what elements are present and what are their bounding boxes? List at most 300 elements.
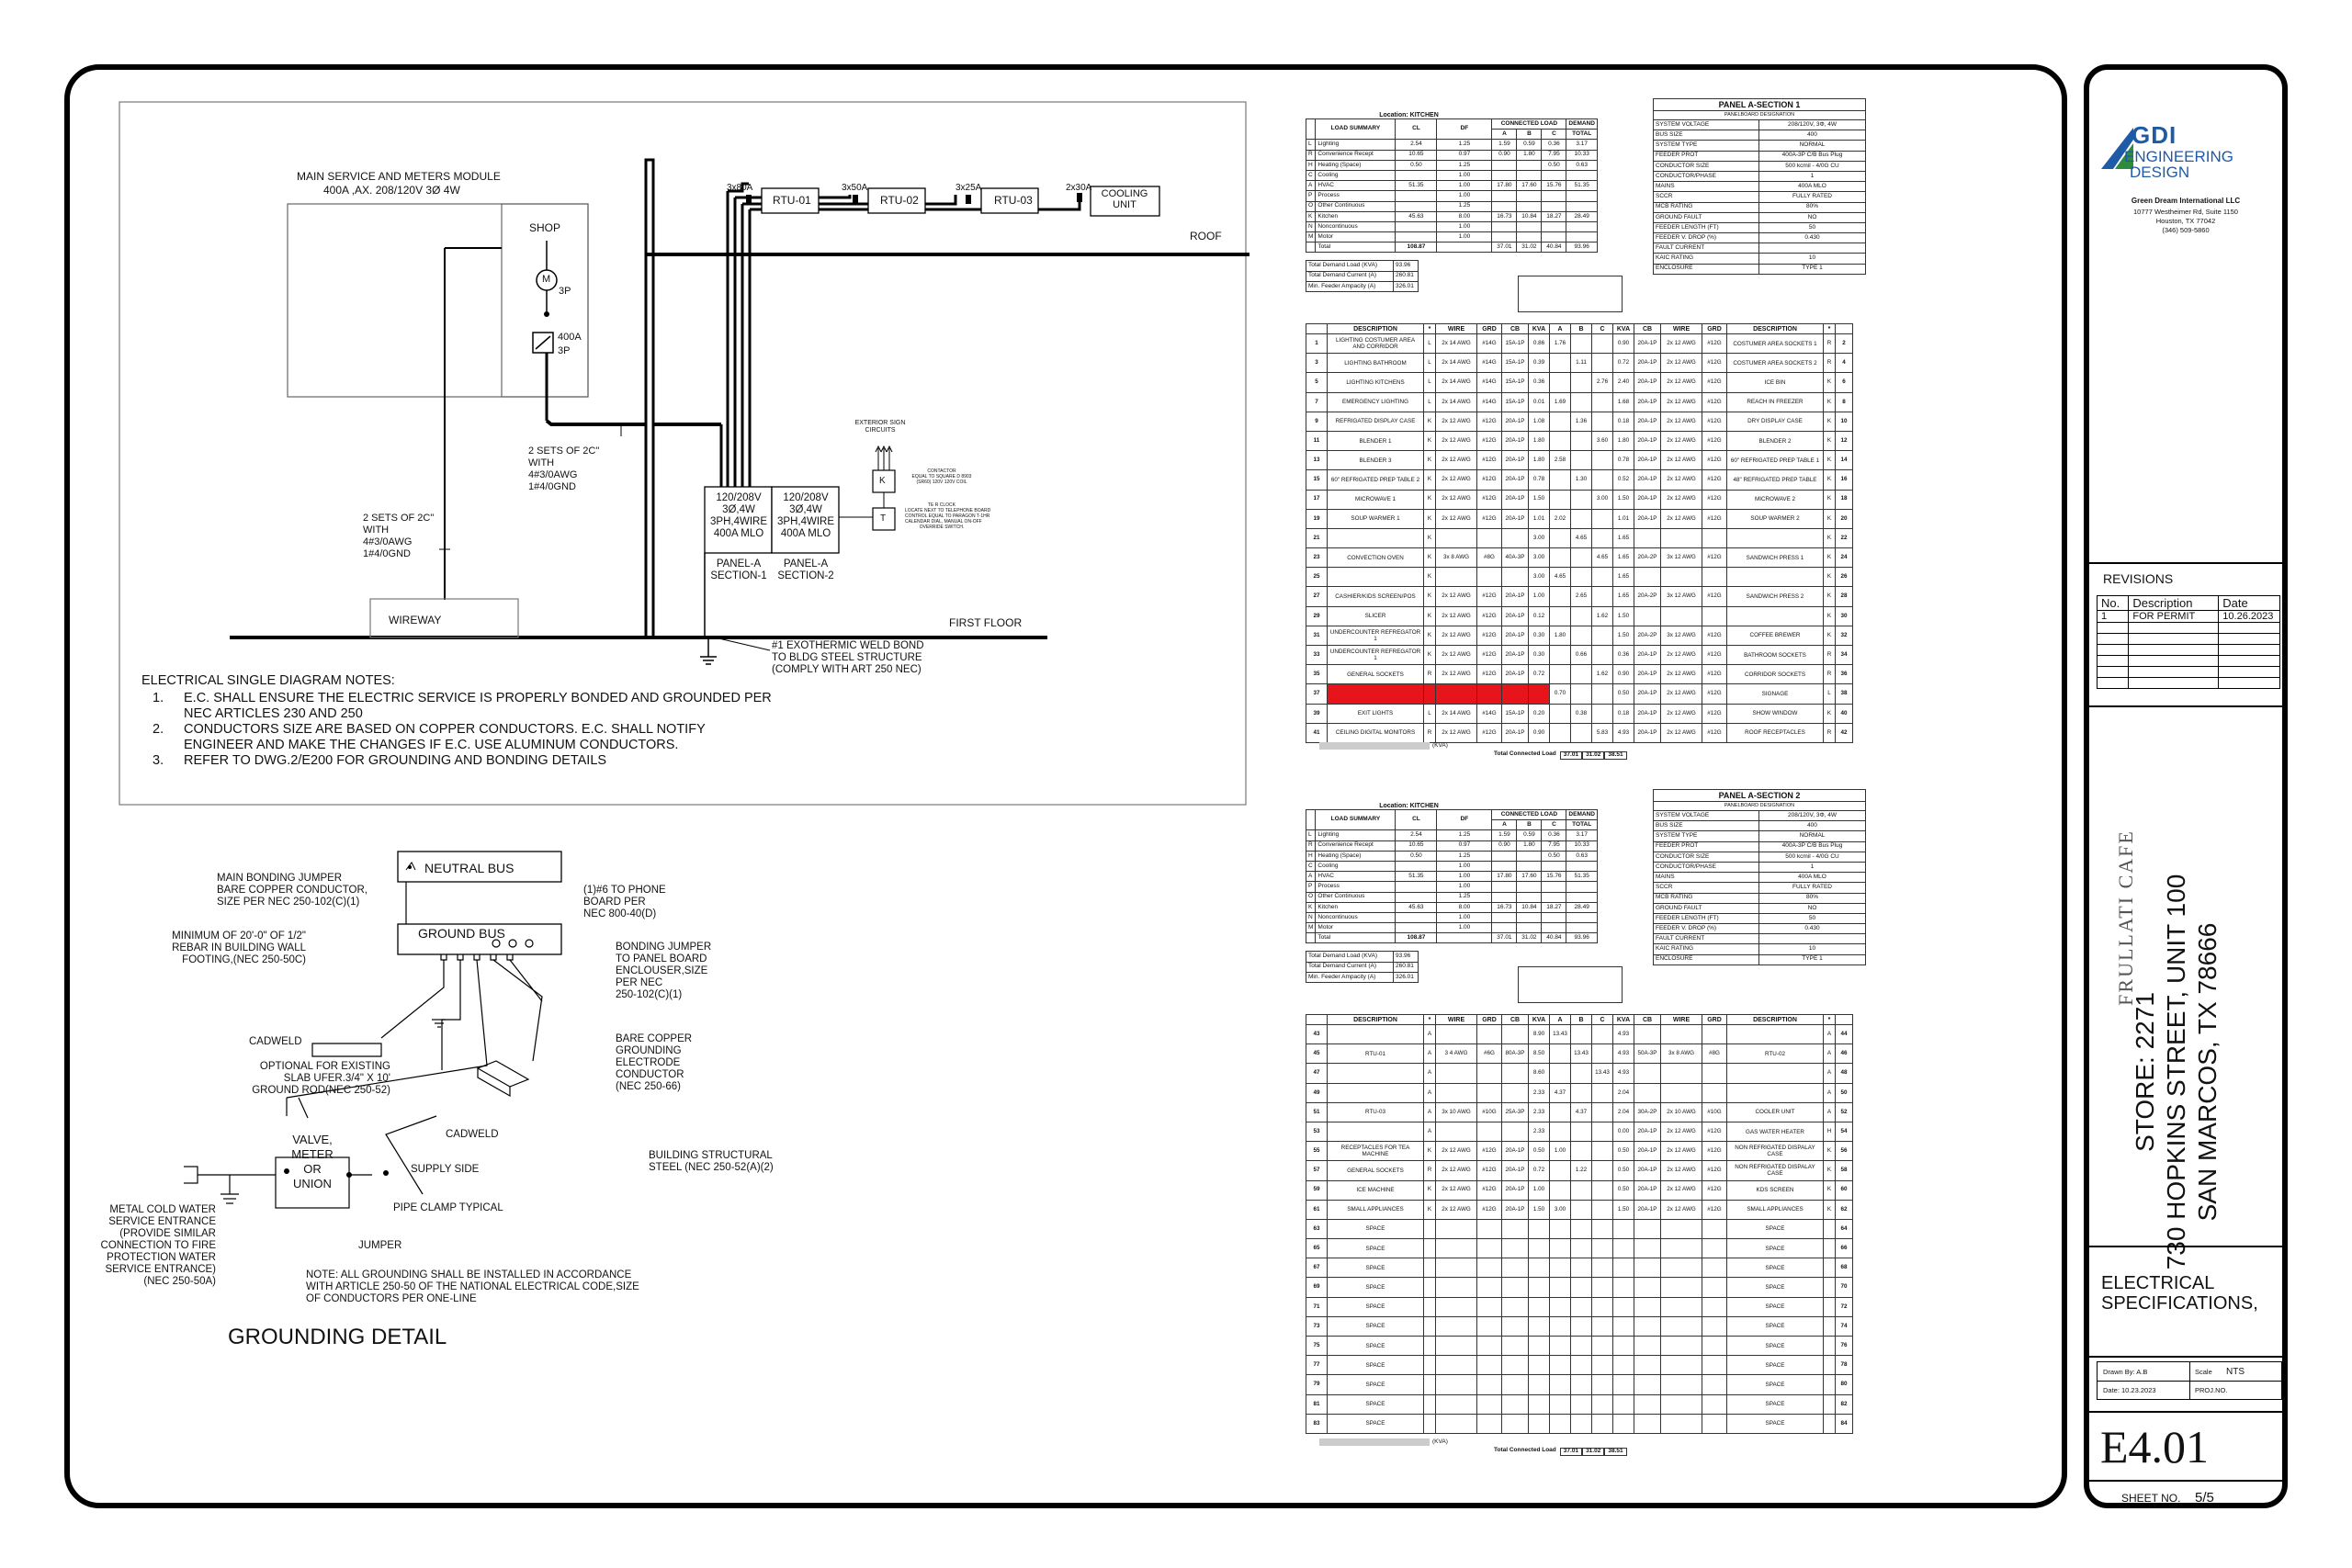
circuit-cell <box>1424 1337 1436 1356</box>
circuit-cell: #12G <box>1477 490 1502 509</box>
circuit-cell <box>1550 1414 1571 1433</box>
circuit-cell: K <box>1424 1142 1436 1161</box>
spec-value: FULLY RATED <box>1759 883 1866 893</box>
circuit-cell: 2.65 <box>1571 587 1592 606</box>
circuit-cell: 63 <box>1306 1219 1328 1238</box>
circuit-cell: K <box>1824 373 1836 392</box>
circuit-cell: 15A-1P <box>1502 334 1529 354</box>
load-cell <box>1517 160 1542 170</box>
load-cell <box>1517 882 1542 892</box>
circuit-cell <box>1661 1025 1702 1044</box>
circuit-cell: 3.00 <box>1529 548 1550 568</box>
circuit-cell: 0.20 <box>1529 704 1550 723</box>
circuit-cell <box>1502 1258 1529 1278</box>
circuit-cell: 3.00 <box>1550 1200 1571 1219</box>
circuit-cell: 54 <box>1836 1122 1853 1141</box>
circuit-cell <box>1550 548 1571 568</box>
rev-row-empty <box>2098 634 2280 645</box>
spec-label: FEEDER V. DROP (%) <box>1654 924 1759 934</box>
circuit-cell: K <box>1824 704 1836 723</box>
circuit-cell <box>1634 1219 1661 1238</box>
circuit-cell <box>1702 1278 1727 1297</box>
circuit-row <box>1306 1219 1853 1238</box>
circuit-cell: 1.50 <box>1529 1200 1550 1219</box>
circuit-cell: #12G <box>1477 626 1502 645</box>
spec-row <box>1654 141 1866 151</box>
circuit-header-cell: * <box>1424 1015 1436 1025</box>
circuit-cell: 20A-1P <box>1502 1180 1529 1200</box>
demand-value: 260.81 <box>1394 962 1419 972</box>
circuit-cell: 8.60 <box>1529 1064 1550 1083</box>
load-cell: 15.76 <box>1542 872 1566 882</box>
load-cell: 93.96 <box>1566 243 1598 253</box>
cooling-breaker: 2x30A <box>1066 183 1092 193</box>
circuit-cell <box>1634 1394 1661 1414</box>
circuit-table <box>1306 323 1853 743</box>
spec-value: 400A-3P C/B Bus Plug <box>1759 841 1866 852</box>
circuit-cell: #14G <box>1477 354 1502 373</box>
panel-s2-designation <box>1653 789 1866 965</box>
circuit-cell <box>1824 1414 1836 1433</box>
circuit-cell: LIGHTING BATHROOM <box>1328 354 1424 373</box>
circuit-row <box>1306 1316 1853 1336</box>
circuit-cell <box>1477 1414 1502 1433</box>
circuit-cell: #8G <box>1477 548 1502 568</box>
spec-label: KAIC RATING <box>1654 944 1759 954</box>
circuit-cell: 1.00 <box>1529 587 1550 606</box>
circuit-cell: 2x 12 AWG <box>1661 354 1702 373</box>
load-cell <box>1396 232 1437 243</box>
circuit-cell <box>1502 1083 1529 1102</box>
spec-row <box>1654 924 1866 934</box>
bare-copper-note: BARE COPPER GROUNDING ELECTRODE CONDUCTOR (NEC 250-66) <box>616 1033 693 1092</box>
circuit-cell: K <box>1424 606 1436 626</box>
circuit-cell: 1.62 <box>1592 665 1613 684</box>
circuit-cell: 29 <box>1306 606 1328 626</box>
company-name: Green Dream International LLC <box>2131 197 2241 205</box>
circuit-cell: 2x 14 AWG <box>1436 704 1477 723</box>
circuit-cell: SPACE <box>1328 1316 1424 1336</box>
circuit-cell <box>1436 1316 1477 1336</box>
circuit-cell: 77 <box>1306 1356 1328 1375</box>
circuit-cell: DRY DISPLAY CASE <box>1727 412 1824 431</box>
spec-row <box>1654 862 1866 872</box>
spec-label: FAULT CURRENT <box>1654 934 1759 944</box>
circuit-cell: #12G <box>1702 665 1727 684</box>
circuit-cell <box>1613 1219 1634 1238</box>
circuit-cell <box>1634 1064 1661 1083</box>
load-cell: 28.49 <box>1566 902 1598 912</box>
load-cell: 17.80 <box>1492 181 1517 191</box>
circuit-header-cell: GRD <box>1702 1015 1727 1025</box>
circuit-cell: #12G <box>1477 723 1502 742</box>
circuit-cell: 20A-1P <box>1502 1200 1529 1219</box>
circuit-cell: 45 <box>1306 1044 1328 1064</box>
shop-label: SHOP <box>529 221 561 234</box>
circuit-cell <box>1571 490 1592 509</box>
circuit-cell: A <box>1424 1044 1436 1064</box>
circuit-cell <box>1571 1239 1592 1258</box>
circuit-cell: R <box>1824 665 1836 684</box>
circuit-cell: #12G <box>1477 646 1502 665</box>
load-cell: H <box>1306 851 1316 861</box>
timer-note: TE R CLOCK LOCATE NEXT TO TELEPHONE BOARD CONTROL EQUAL TO PARAGON T-1HR CALENDAR DIAL, MANUAL ON-OFF OVERRIDE SWITCH. <box>905 502 991 530</box>
load-summary-table-2 <box>1306 809 1598 943</box>
circuit-cell: A <box>1424 1064 1436 1083</box>
panel-s2-circuits <box>1306 1014 1853 1434</box>
circuit-cell <box>1613 1394 1634 1414</box>
circuit-cell <box>1550 587 1571 606</box>
circuit-cell <box>1436 1258 1477 1278</box>
circuit-cell: 20A-1P <box>1634 1142 1661 1161</box>
panel-s1-blank-box <box>1518 276 1623 312</box>
circuit-cell: A <box>1424 1122 1436 1141</box>
circuit-cell <box>1824 1394 1836 1414</box>
rtu-03-label: RTU-03 <box>994 194 1033 207</box>
circuit-cell: K <box>1824 548 1836 568</box>
circuit-cell <box>1661 1414 1702 1433</box>
circuit-cell <box>1592 334 1613 354</box>
spec-value: 80% <box>1759 893 1866 903</box>
circuit-header <box>1306 1015 1853 1025</box>
circuit-cell <box>1634 1025 1661 1044</box>
circuit-cell: K <box>1824 587 1836 606</box>
hdr-total: TOTAL <box>1566 820 1598 830</box>
circuit-cell: SPACE <box>1328 1394 1424 1414</box>
notes-list: 1. E.C. SHALL ENSURE THE ELECTRIC SERVICE IS PROPERLY BONDED AND GROUNDED PER NEC ARTICLES 230 AND 250 2. CONDUCTORS SIZE ARE BASED ON COPPER CONDUCTORS. E.C. SHALL NOTIFY ENGINEER AND MAKE THE CHANGES IF E.C. USE ALUMINUM CONDUCTORS. 3. REFER TO DWG.2/E200 FOR GROUNDING AND BONDING DETAILS <box>153 691 772 768</box>
load-cell: 51.35 <box>1396 181 1437 191</box>
circuit-cell: 2x 12 AWG <box>1661 704 1702 723</box>
circuit-row <box>1306 1200 1853 1219</box>
grounding-title: GROUNDING DETAIL <box>228 1325 447 1349</box>
rev-cell <box>2129 667 2219 678</box>
circuit-cell: 2.04 <box>1613 1083 1634 1102</box>
circuit-cell: #10G <box>1702 1102 1727 1122</box>
load-cell: 1.00 <box>1437 232 1492 243</box>
circuit-cell: 55 <box>1306 1142 1328 1161</box>
circuit-cell <box>1550 704 1571 723</box>
circuit-cell <box>1592 587 1613 606</box>
load-cell: 3.17 <box>1566 140 1598 150</box>
circuit-header-cell: GRD <box>1702 324 1727 334</box>
demand-label: Total Demand Current (A) <box>1306 962 1394 972</box>
circuit-cell <box>1550 1064 1571 1083</box>
circuit-cell: 3x 12 AWG <box>1661 548 1702 568</box>
circuit-cell: #12G <box>1477 1180 1502 1200</box>
circuit-cell <box>1477 1219 1502 1238</box>
circuit-cell: #12G <box>1702 1122 1727 1141</box>
load-cell: 18.27 <box>1542 211 1566 221</box>
circuit-cell: 0.30 <box>1529 646 1550 665</box>
circuit-cell <box>1592 392 1613 412</box>
spec-value: 50 <box>1759 222 1866 232</box>
circuit-cell: 40 <box>1836 704 1853 723</box>
circuit-cell: 47 <box>1306 1064 1328 1083</box>
spec-row <box>1654 934 1866 944</box>
circuit-cell: SANDWICH PRESS 2 <box>1727 587 1824 606</box>
circuit-cell: #10G <box>1477 1102 1502 1122</box>
drawn-by-box <box>2097 1361 2282 1400</box>
circuit-cell: SPACE <box>1727 1394 1824 1414</box>
spec-value <box>1759 243 1866 254</box>
circuit-cell: 20A-1P <box>1502 490 1529 509</box>
spec-row <box>1654 171 1866 181</box>
circuit-cell <box>1592 1083 1613 1102</box>
circuit-cell <box>1634 528 1661 547</box>
circuit-cell <box>1328 568 1424 587</box>
circuit-cell <box>1661 1316 1702 1336</box>
circuit-row <box>1306 509 1853 528</box>
circuit-cell: SPACE <box>1727 1414 1824 1433</box>
load-cell <box>1566 170 1598 180</box>
rtu-01-label: RTU-01 <box>773 194 811 207</box>
circuit-cell <box>1550 1044 1571 1064</box>
circuit-cell: 20A-1P <box>1502 723 1529 742</box>
circuit-cell <box>1436 1394 1477 1414</box>
load-cell: 10.65 <box>1396 150 1437 160</box>
load-cell <box>1492 923 1517 933</box>
circuit-cell <box>1436 1337 1477 1356</box>
spec-value: TYPE 1 <box>1759 954 1866 964</box>
load-cell: 17.80 <box>1492 872 1517 882</box>
load-cell <box>1542 232 1566 243</box>
spec-value: 1 <box>1759 171 1866 181</box>
load-cell <box>1517 221 1542 231</box>
circuit-cell: SPACE <box>1328 1239 1424 1258</box>
load-row <box>1306 191 1598 201</box>
load-cell: M <box>1306 232 1316 243</box>
circuit-cell: 25 <box>1306 568 1328 587</box>
hdr-load-summary: LOAD SUMMARY <box>1316 119 1396 140</box>
circuit-cell: 8 <box>1836 392 1853 412</box>
circuit-cell <box>1702 1064 1727 1083</box>
demand-row <box>1306 281 1419 291</box>
circuit-cell <box>1571 1278 1592 1297</box>
circuit-cell: 0.01 <box>1529 392 1550 412</box>
circuit-header-cell: GRD <box>1477 1015 1502 1025</box>
circuit-cell <box>1634 1356 1661 1375</box>
circuit-header-cell: WIRE <box>1661 1015 1702 1025</box>
spec-row <box>1654 233 1866 243</box>
circuit-row <box>1306 1122 1853 1141</box>
circuit-cell <box>1634 1297 1661 1316</box>
circuit-cell <box>1571 1064 1592 1083</box>
circuit-cell: 26 <box>1836 568 1853 587</box>
circuit-cell <box>1550 1375 1571 1394</box>
circuit-cell: 2x 12 AWG <box>1661 646 1702 665</box>
circuit-cell: 0.50 <box>1613 1180 1634 1200</box>
circuit-cell: 27 <box>1306 587 1328 606</box>
circuit-cell: COSTUMER AREA SOCKETS 2 <box>1727 354 1824 373</box>
circuit-header-cell: GRD <box>1477 324 1502 334</box>
panel-1-rating: 120/208V 3Ø,4W 3PH,4WIRE 400A MLO <box>710 492 767 539</box>
demand-label: Total Demand Current (A) <box>1306 271 1394 281</box>
rev-cell: 10.26.2023 <box>2219 611 2280 623</box>
circuit-cell: COSTUMER AREA SOCKETS 1 <box>1727 334 1824 354</box>
spec-label: SCCR <box>1654 883 1759 893</box>
spec-label: CONDUCTOR SIZE <box>1654 161 1759 171</box>
load-cell: 18.27 <box>1542 902 1566 912</box>
circuit-cell: 11 <box>1306 431 1328 450</box>
circuit-cell: SPACE <box>1328 1219 1424 1238</box>
circuit-cell <box>1824 1278 1836 1297</box>
circuit-cell <box>1702 1025 1727 1044</box>
circuit-cell <box>1824 1258 1836 1278</box>
load-cell: 1.25 <box>1437 830 1492 840</box>
circuit-cell: 2x 12 AWG <box>1436 1180 1477 1200</box>
circuit-cell: 30A-2P <box>1634 1102 1661 1122</box>
spec-value: 400 <box>1759 821 1866 831</box>
circuit-cell <box>1502 1356 1529 1375</box>
circuit-cell <box>1613 1316 1634 1336</box>
load-cell: 16.73 <box>1492 211 1517 221</box>
circuit-cell: 80A-3P <box>1502 1044 1529 1064</box>
rev-cell <box>2129 634 2219 645</box>
load-row <box>1306 170 1598 180</box>
circuit-cell <box>1436 528 1477 547</box>
circuit-cell: R <box>1824 334 1836 354</box>
circuit-cell <box>1571 373 1592 392</box>
spec-row <box>1654 873 1866 883</box>
circuit-cell <box>1502 1297 1529 1316</box>
circuit-cell: 20A-1P <box>1634 665 1661 684</box>
circuit-cell: #8G <box>1702 1044 1727 1064</box>
circuit-cell <box>1571 1122 1592 1141</box>
circuit-cell <box>1477 1239 1502 1258</box>
hdr-demand: DEMAND <box>1566 810 1598 820</box>
circuit-cell: 17 <box>1306 490 1328 509</box>
circuit-cell: 20A-1P <box>1634 451 1661 470</box>
circuit-cell <box>1661 1258 1702 1278</box>
circuit-cell <box>1436 1064 1477 1083</box>
circuit-cell: K <box>1424 626 1436 645</box>
circuit-row <box>1306 1083 1853 1102</box>
address-2: Houston, TX 77042 <box>2155 217 2216 225</box>
circuit-cell: 5.83 <box>1592 723 1613 742</box>
rev-cell <box>2219 623 2280 634</box>
load-cell: Kitchen <box>1316 902 1396 912</box>
circuit-cell: 2x 14 AWG <box>1436 392 1477 412</box>
rev-cell <box>2098 667 2129 678</box>
load-cell <box>1396 892 1437 902</box>
circuit-cell <box>1477 1337 1502 1356</box>
circuit-cell <box>1571 1337 1592 1356</box>
circuit-cell <box>1592 1375 1613 1394</box>
circuit-cell: #12G <box>1477 1161 1502 1180</box>
load-cell: Lighting <box>1316 140 1396 150</box>
load-row <box>1306 892 1598 902</box>
circuit-cell: 15 <box>1306 470 1328 490</box>
spec-row <box>1654 212 1866 222</box>
rev-cell <box>2219 634 2280 645</box>
circuit-cell: 1.30 <box>1571 470 1592 490</box>
circuit-cell <box>1702 1258 1727 1278</box>
circuit-cell: A <box>1824 1102 1836 1122</box>
circuit-cell <box>1436 1219 1477 1238</box>
circuit-cell <box>1824 1239 1836 1258</box>
circuit-cell: 1.65 <box>1613 587 1634 606</box>
circuit-cell <box>1550 1161 1571 1180</box>
spec-label: MAINS <box>1654 182 1759 192</box>
circuit-cell: 2x 12 AWG <box>1436 646 1477 665</box>
weld-note: #1 EXOTHERMIC WELD BOND TO BLDG STEEL STRUCTURE (COMPLY WITH ART 250 NEC) <box>772 640 924 675</box>
circuit-cell: GAS WATER HEATER <box>1727 1122 1824 1141</box>
contactor-note: CONTACTOR EQUAL TO SQUARE D 8903 (SR60) 120V 120V COIL <box>911 468 972 485</box>
spec-label: MAINS <box>1654 873 1759 883</box>
circuit-cell <box>1592 1258 1613 1278</box>
circuit-cell: 0.50 <box>1613 1161 1634 1180</box>
circuit-cell <box>1502 1064 1529 1083</box>
circuit-cell: 57 <box>1306 1161 1328 1180</box>
circuit-cell: L <box>1424 354 1436 373</box>
circuit-header-cell: CB <box>1634 324 1661 334</box>
circuit-header-cell: * <box>1824 1015 1836 1025</box>
load-cell: 1.00 <box>1437 882 1492 892</box>
circuit-cell: 2x 12 AWG <box>1436 606 1477 626</box>
circuit-row <box>1306 1394 1853 1414</box>
project-name: FRULLATI CAFE <box>2114 829 2137 1006</box>
spec-label: FEEDER LENGTH (FT) <box>1654 913 1759 923</box>
circuit-row <box>1306 451 1853 470</box>
spec-value: 0.430 <box>1759 924 1866 934</box>
circuit-cell <box>1661 1083 1702 1102</box>
circuit-cell: #12G <box>1702 334 1727 354</box>
load-cell: A <box>1306 181 1316 191</box>
load-cell <box>1566 912 1598 922</box>
circuit-cell <box>1592 1316 1613 1336</box>
circuit-cell <box>1702 606 1727 626</box>
load-cell: 1.59 <box>1492 140 1517 150</box>
circuit-cell <box>1571 392 1592 412</box>
circuit-cell: 1.80 <box>1529 451 1550 470</box>
load-cell: 93.96 <box>1566 933 1598 943</box>
rev-cell <box>2098 623 2129 634</box>
circuit-cell: R <box>1824 723 1836 742</box>
circuit-header-cell: * <box>1824 324 1836 334</box>
spec-value: 400A MLO <box>1759 873 1866 883</box>
spec-value <box>1759 934 1866 944</box>
load-cell: 1.25 <box>1437 201 1492 211</box>
circuit-cell: R <box>1824 354 1836 373</box>
spec-row <box>1654 944 1866 954</box>
circuit-cell: COFFEE BREWER <box>1727 626 1824 645</box>
sheet-no-label: SHEET NO. <box>2121 1492 2181 1505</box>
date: Date: 10.23.2023 <box>2103 1386 2156 1394</box>
feeder-upper-note: 2 SETS OF 2C" WITH 4#3/0AWG 1#4/0GND <box>528 446 600 492</box>
circuit-cell: 4.37 <box>1550 1083 1571 1102</box>
circuit-cell: #12G <box>1702 723 1727 742</box>
hdr-b: B <box>1517 820 1542 830</box>
circuit-cell: 2x 12 AWG <box>1661 1180 1702 1200</box>
circuit-cell <box>1571 1394 1592 1414</box>
circuit-cell: REFRIGATED DISPLAY CASE <box>1328 412 1424 431</box>
panel-s2-footer: (KVA) Total Connected Load 37.01 31.02 38.51 <box>1306 1438 1894 1456</box>
rev-row-empty <box>2098 678 2280 689</box>
circuit-cell: LIGHTING COSTUMER AREA AND CORRIDOR <box>1328 334 1424 354</box>
circuit-cell: K <box>1824 528 1836 547</box>
load-row <box>1306 232 1598 243</box>
hdr-df: DF <box>1437 810 1492 830</box>
circuit-row <box>1306 1297 1853 1316</box>
circuit-cell <box>1634 1375 1661 1394</box>
circuit-cell <box>1477 528 1502 547</box>
circuit-cell: 38 <box>1836 684 1853 704</box>
circuit-cell: 41 <box>1306 723 1328 742</box>
load-cell: Motor <box>1316 232 1396 243</box>
demand-label: Total Demand Load (KVA) <box>1306 952 1394 962</box>
circuit-cell: 1.80 <box>1529 431 1550 450</box>
circuit-cell: SPACE <box>1727 1219 1824 1238</box>
